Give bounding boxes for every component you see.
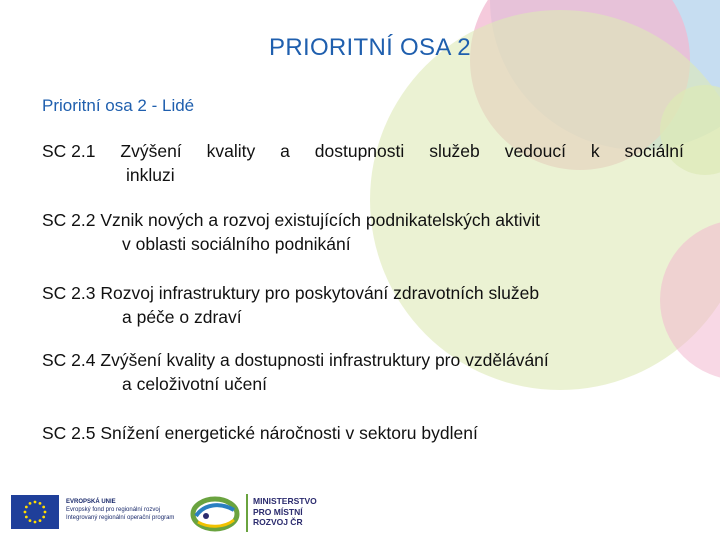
sc-item-continuation: inkluzi [126,165,175,185]
sc-item-2-2 [42,208,692,256]
sc-code: SC 2.1 [42,141,96,161]
sc-word: kvality [206,141,256,161]
sc-code: SC 2.5 [42,423,96,443]
sc-code: SC 2.2 [42,210,96,230]
sc-word: vedoucí [504,141,566,161]
mmr-logo-text [253,496,317,528]
sc-word: k [590,141,600,161]
eu-star [29,502,32,505]
sc-item-text: Snížení energetické náročnosti v sektoru bydlení [100,423,478,443]
mmr-line-1: MINISTERSTVO [253,496,317,506]
mmr-divider [246,494,248,532]
eu-star [39,519,42,522]
mmr-line-3: ROZVOJ ČR [253,517,303,527]
eu-star [34,521,37,524]
eu-title: EVROPSKÁ UNIE [66,499,116,505]
eu-logo-text [66,498,174,523]
sc-item-continuation: a celoživotní učení [122,374,267,394]
eu-star [25,516,28,519]
eu-program: Integrovaný regionální operační program [66,515,175,522]
sc-item-continuation: a péče o zdraví [122,307,242,327]
eu-star [42,506,45,509]
eu-star [44,511,47,514]
sc-word: dostupnosti [314,141,405,161]
sc-item-text: Vznik nových a rozvoj existujících podnikatelských aktivit [100,210,541,230]
sc-item-continuation: v oblasti sociálního podnikání [122,234,351,254]
sc-item-2-4 [42,348,692,396]
sc-item-2-1 [42,139,692,187]
subtitle: Prioritní osa 2 - Lidé [42,96,195,115]
eu-star [39,502,42,505]
sc-item-2-5 [42,421,692,445]
page-title: PRIORITNÍ OSA 2 [269,34,471,61]
eu-star [25,506,28,509]
sc-word: služeb [429,141,480,161]
eu-star [34,501,37,504]
sc-word: Zvýšení [120,141,182,161]
mmr-line-2: PRO MÍSTNÍ [253,506,303,517]
sc-item-text: Zvýšení kvality a dostupnosti infrastruktury pro vzdělávání [100,350,549,370]
sc-item-line [42,139,684,163]
sc-item-text: Rozvoj infrastruktury pro poskytování zdravotních služeb [100,283,540,303]
sc-word: sociální [624,141,684,161]
eu-fund: Evropský fond pro regionální rozvoj [66,507,161,514]
eu-star [24,511,27,514]
eu-star [42,516,45,519]
eu-star [29,519,32,522]
sc-item-2-3 [42,281,692,329]
eu-flag-icon [11,495,59,529]
sc-code: SC 2.4 [42,350,96,370]
sc-code: SC 2.3 [42,283,96,303]
mmr-logo-icon [190,492,240,534]
sc-word: a [280,141,290,161]
